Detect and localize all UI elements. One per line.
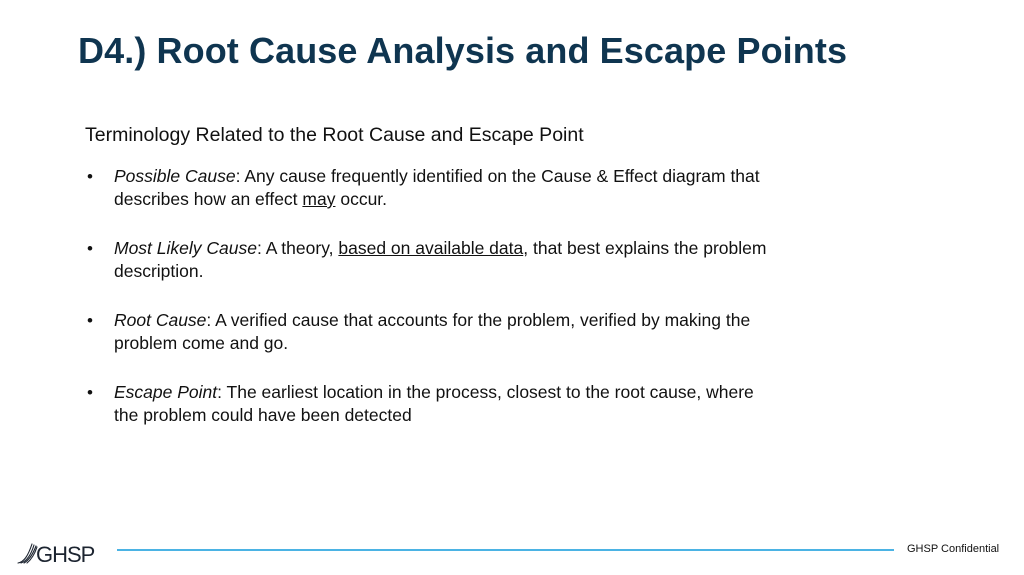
bullet-icon: • xyxy=(87,383,93,402)
term-most-likely-cause: Most Likely Cause xyxy=(114,238,257,258)
underlined-text: based on available data xyxy=(338,238,524,258)
bullet-icon: • xyxy=(87,167,93,186)
definition-text: : Any cause frequently identified on the Cause & Effect diagram that describes how an effect xyxy=(114,166,760,209)
logo-text: GHSP xyxy=(36,542,95,566)
underlined-text: may xyxy=(302,189,336,209)
term-root-cause: Root Cause xyxy=(114,310,207,330)
definition-text: : A theory, xyxy=(256,238,339,258)
definition-text: occur. xyxy=(335,189,388,209)
term-escape-point: Escape Point xyxy=(114,382,218,402)
definition-text: : The earliest location in the process, closest to the root cause, where the problem could have been detected xyxy=(114,382,754,425)
list-item xyxy=(86,165,776,211)
confidential-label: GHSP Confidential xyxy=(907,543,1000,555)
definition-text: : A verified cause that accounts for the problem, verified by making the problem come and go. xyxy=(114,310,751,353)
terminology-list xyxy=(86,165,776,453)
list-item xyxy=(86,309,776,355)
definition-text: , that best explains the problem description. xyxy=(114,238,767,281)
footer-divider xyxy=(117,549,894,551)
ghsp-logo-icon xyxy=(16,536,112,566)
bullet-icon: • xyxy=(87,239,93,258)
slide-title: D4.) Root Cause Analysis and Escape Points xyxy=(78,30,848,71)
term-possible-cause: Possible Cause xyxy=(114,166,236,186)
list-item xyxy=(86,381,776,427)
bullet-icon: • xyxy=(87,311,93,330)
list-item xyxy=(86,237,776,283)
slide-subtitle: Terminology Related to the Root Cause and Escape Point xyxy=(85,124,584,146)
